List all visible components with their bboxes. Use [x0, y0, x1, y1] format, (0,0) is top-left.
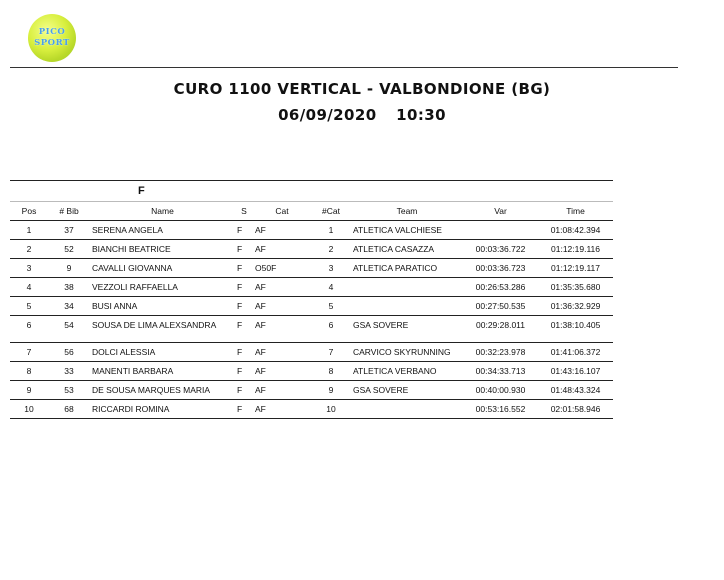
- cell-var: 00:03:36.723: [463, 259, 538, 278]
- cell-time: 01:43:16.107: [538, 362, 613, 381]
- cell-bib: 34: [48, 297, 90, 316]
- cell-catpos: 6: [311, 316, 351, 343]
- col-header-team: Team: [351, 202, 463, 221]
- cell-cat: AF: [253, 343, 311, 362]
- cell-pos: 10: [10, 400, 48, 419]
- cell-var: 00:32:23.978: [463, 343, 538, 362]
- cell-time: 01:35:35.680: [538, 278, 613, 297]
- cell-pos: 4: [10, 278, 48, 297]
- cell-catpos: 4: [311, 278, 351, 297]
- cell-catpos: 10: [311, 400, 351, 419]
- cell-var: 00:53:16.552: [463, 400, 538, 419]
- cell-bib: 56: [48, 343, 90, 362]
- col-header-time: Time: [538, 202, 613, 221]
- cell-name: BIANCHI BEATRICE: [90, 240, 235, 259]
- cell-var: 00:03:36.722: [463, 240, 538, 259]
- cell-sex: F: [235, 297, 253, 316]
- cell-cat: O50F: [253, 259, 311, 278]
- cell-pos: 1: [10, 221, 48, 240]
- table-row: [10, 297, 613, 316]
- cell-pos: 6: [10, 316, 48, 343]
- table-row: [10, 343, 613, 362]
- cell-time: 01:48:43.324: [538, 381, 613, 400]
- col-header-pos: Pos: [10, 202, 48, 221]
- event-datetime: [0, 106, 724, 124]
- cell-cat: AF: [253, 316, 311, 343]
- cell-team: CARVICO SKYRUNNING: [351, 343, 463, 362]
- cell-var: 00:29:28.011: [463, 316, 538, 343]
- cell-name: MANENTI BARBARA: [90, 362, 235, 381]
- cell-name: SOUSA DE LIMA ALEXSANDRA: [90, 316, 235, 343]
- cell-var: 00:26:53.286: [463, 278, 538, 297]
- pico-sport-logo: [28, 14, 76, 62]
- col-header-bib: # Bib: [48, 202, 90, 221]
- col-header-catpos: #Cat: [311, 202, 351, 221]
- cell-sex: F: [235, 400, 253, 419]
- cell-name: VEZZOLI RAFFAELLA: [90, 278, 235, 297]
- cell-cat: AF: [253, 278, 311, 297]
- cell-team: [351, 297, 463, 316]
- cell-time: 01:12:19.116: [538, 240, 613, 259]
- cell-cat: AF: [253, 381, 311, 400]
- cell-bib: 9: [48, 259, 90, 278]
- header-divider: [10, 67, 678, 68]
- cell-team: GSA SOVERE: [351, 381, 463, 400]
- cell-catpos: 8: [311, 362, 351, 381]
- cell-pos: 2: [10, 240, 48, 259]
- cell-name: SERENA ANGELA: [90, 221, 235, 240]
- cell-pos: 5: [10, 297, 48, 316]
- logo-line1: PICO: [38, 27, 66, 37]
- cell-cat: AF: [253, 362, 311, 381]
- cell-bib: 68: [48, 400, 90, 419]
- cell-var: [463, 221, 538, 240]
- cell-pos: 3: [10, 259, 48, 278]
- cell-var: 00:40:00.930: [463, 381, 538, 400]
- event-time: 10:30: [396, 106, 446, 124]
- header-row: [10, 202, 613, 221]
- cell-team: GSA SOVERE: [351, 316, 463, 343]
- cell-time: 01:12:19.117: [538, 259, 613, 278]
- cell-team: [351, 400, 463, 419]
- cell-team: ATLETICA VERBANO: [351, 362, 463, 381]
- cell-cat: AF: [253, 240, 311, 259]
- table-row: [10, 259, 613, 278]
- cell-cat: AF: [253, 221, 311, 240]
- col-header-cat: Cat: [253, 202, 311, 221]
- cell-catpos: 5: [311, 297, 351, 316]
- group-row: [10, 181, 613, 202]
- cell-bib: 52: [48, 240, 90, 259]
- cell-team: ATLETICA VALCHIESE: [351, 221, 463, 240]
- event-title: CURO 1100 VERTICAL - VALBONDIONE (BG): [173, 80, 551, 98]
- cell-name: BUSI ANNA: [90, 297, 235, 316]
- cell-catpos: 1: [311, 221, 351, 240]
- group-label: F: [10, 181, 613, 202]
- cell-bib: 53: [48, 381, 90, 400]
- col-header-sex: S: [235, 202, 253, 221]
- cell-name: DOLCI ALESSIA: [90, 343, 235, 362]
- event-date: 06/09/2020: [278, 106, 377, 124]
- cell-sex: F: [235, 278, 253, 297]
- cell-time: 01:36:32.929: [538, 297, 613, 316]
- cell-catpos: 7: [311, 343, 351, 362]
- cell-pos: 9: [10, 381, 48, 400]
- cell-time: 01:08:42.394: [538, 221, 613, 240]
- cell-time: 01:41:06.372: [538, 343, 613, 362]
- cell-team: ATLETICA PARATICO: [351, 259, 463, 278]
- cell-catpos: 9: [311, 381, 351, 400]
- cell-sex: F: [235, 221, 253, 240]
- cell-catpos: 2: [311, 240, 351, 259]
- col-header-var: Var: [463, 202, 538, 221]
- cell-time: 01:38:10.405: [538, 316, 613, 343]
- cell-bib: 54: [48, 316, 90, 343]
- table-row: [10, 221, 613, 240]
- results-table: [10, 180, 613, 419]
- cell-bib: 33: [48, 362, 90, 381]
- table-row: [10, 381, 613, 400]
- cell-var: 00:27:50.535: [463, 297, 538, 316]
- cell-bib: 38: [48, 278, 90, 297]
- cell-cat: AF: [253, 297, 311, 316]
- cell-sex: F: [235, 240, 253, 259]
- cell-sex: F: [235, 343, 253, 362]
- cell-name: RICCARDI ROMINA: [90, 400, 235, 419]
- cell-pos: 7: [10, 343, 48, 362]
- cell-name: DE SOUSA MARQUES MARIA: [90, 381, 235, 400]
- table-row: [10, 316, 613, 343]
- table-row: [10, 362, 613, 381]
- cell-sex: F: [235, 362, 253, 381]
- cell-catpos: 3: [311, 259, 351, 278]
- cell-sex: F: [235, 381, 253, 400]
- cell-sex: F: [235, 316, 253, 343]
- cell-name: CAVALLI GIOVANNA: [90, 259, 235, 278]
- cell-team: [351, 278, 463, 297]
- cell-cat: AF: [253, 400, 311, 419]
- col-header-name: Name: [90, 202, 235, 221]
- cell-var: 00:34:33.713: [463, 362, 538, 381]
- table-row: [10, 240, 613, 259]
- table-row: [10, 278, 613, 297]
- table-row: [10, 400, 613, 419]
- cell-time: 02:01:58.946: [538, 400, 613, 419]
- cell-team: ATLETICA CASAZZA: [351, 240, 463, 259]
- cell-sex: F: [235, 259, 253, 278]
- cell-pos: 8: [10, 362, 48, 381]
- cell-bib: 37: [48, 221, 90, 240]
- logo-line2: SPORT: [34, 38, 70, 48]
